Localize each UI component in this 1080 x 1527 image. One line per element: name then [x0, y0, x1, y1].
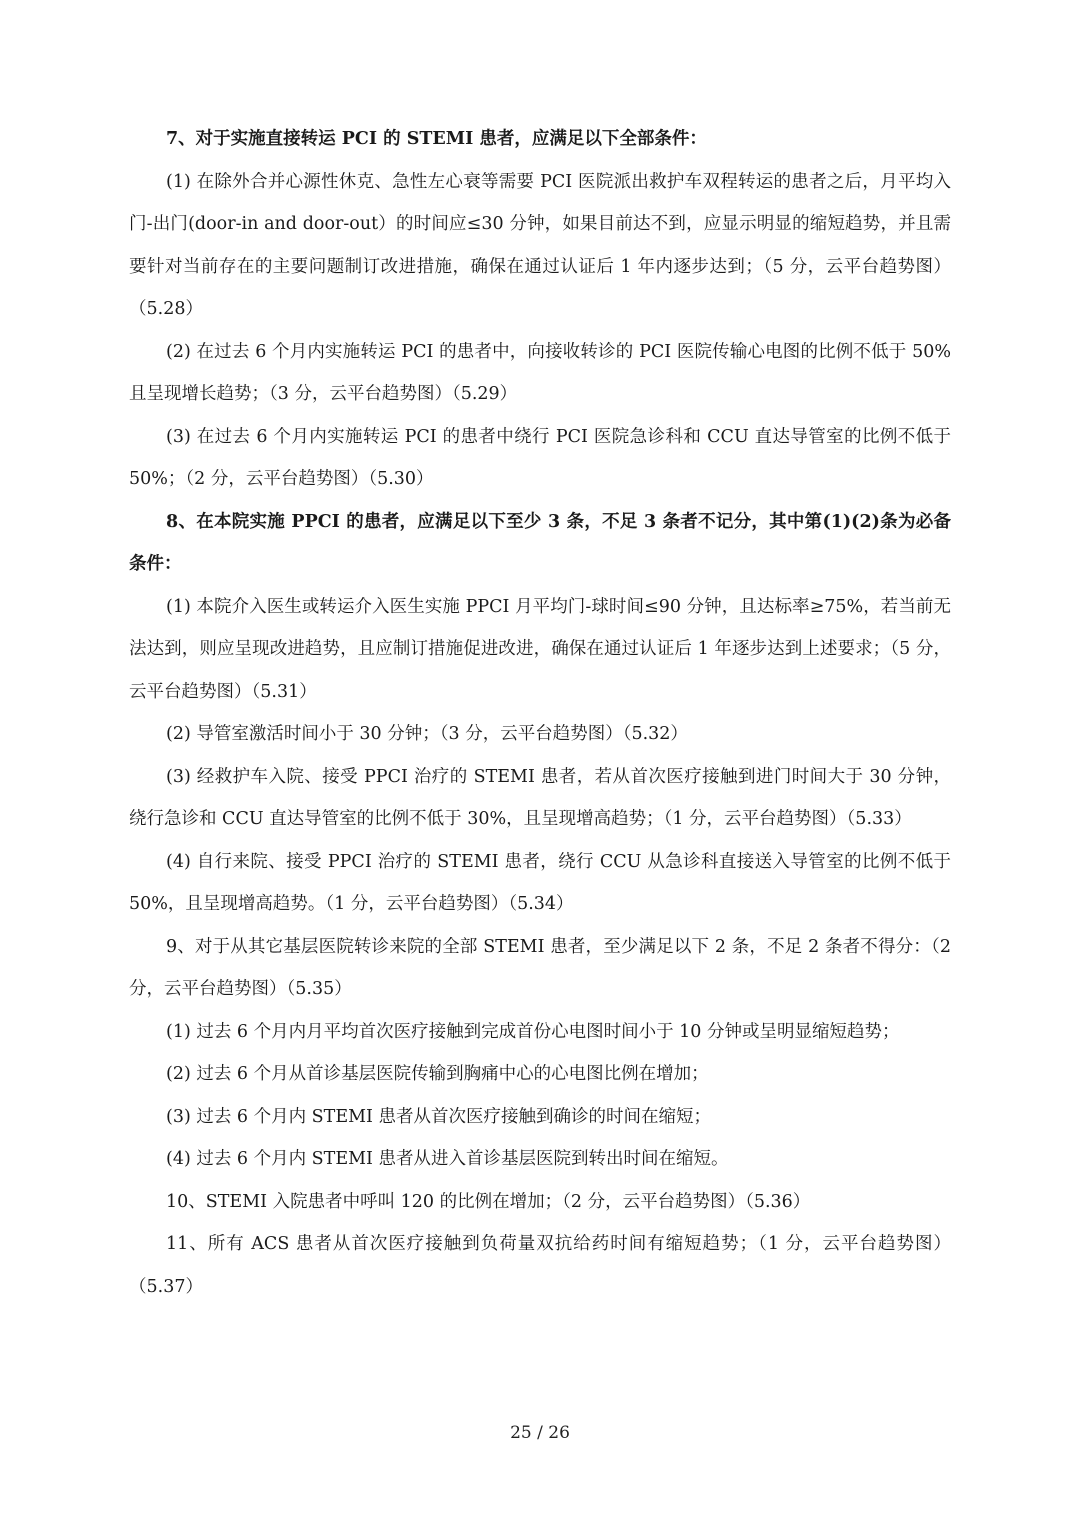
section-8-item-4: (4) 自行来院、接受 PPCI 治疗的 STEMI 患者，绕行 CCU 从急诊科直接送入导管室的比例不低于 50%，且呈现增高趋势。（1 分，云平台趋势图）（5.34） [129, 851, 951, 914]
page-number: 25 / 26 [510, 1423, 570, 1443]
section-8-item-2: (2) 导管室激活时间小于 30 分钟；（3 分，云平台趋势图）（5.32） [166, 724, 688, 744]
section-8-item-1: (1) 本院介入医生或转运介入医生实施 PPCI 月平均门-球时间≤90 分钟，且达标率≥75%，若当前无法达到，则应呈现改进趋势，且应制订措施促进改进，确保在通过认证后 1 年逐步达到上述要求；（5 分，云平台趋势图）（5.31） [129, 596, 951, 702]
section-7-item-2: (2) 在过去 6 个月内实施转运 PCI 的患者中，向接收转诊的 PCI 医院传输心电图的比例不低于 50%且呈现增长趋势；（3 分，云平台趋势图）（5.29） [129, 341, 951, 404]
section-9-item-3: (3) 过去 6 个月内 STEMI 患者从首次医疗接触到确诊的时间在缩短； [166, 1106, 712, 1127]
section-10-heading: 10、STEMI 入院患者中呼叫 120 的比例在增加；（2 分，云平台趋势图）（5.36） [166, 1191, 811, 1212]
section-7-item-3: (3) 在过去 6 个月内实施转运 PCI 的患者中绕行 PCI 医院急诊科和 CCU 直达导管室的比例不低于 50%；（2 分，云平台趋势图）（5.30） [129, 426, 951, 489]
section-9-item-1: (1) 过去 6 个月内月平均首次医疗接触到完成首份心电图时间小于 10 分钟或呈明显缩短趋势； [166, 1021, 900, 1042]
section-9-item-4: (4) 过去 6 个月内 STEMI 患者从进入首诊基层医院到转出时间在缩短。 [166, 1149, 729, 1169]
section-11-heading: 11、所有 ACS 患者从首次医疗接触到负荷量双抗给药时间有缩短趋势；（1 分，云平台趋势图）（5.37） [129, 1234, 951, 1297]
section-7-heading: 7、对于实施直接转运 PCI 的 STEMI 患者，应满足以下全部条件： [166, 129, 707, 149]
document-body [129, 118, 951, 1308]
section-9-heading: 9、对于从其它基层医院转诊来院的全部 STEMI 患者，至少满足以下 2 条，不足 2 条者不得分：（2 分，云平台趋势图）（5.35） [129, 936, 951, 999]
section-8-item-3: (3) 经救护车入院、接受 PPCI 治疗的 STEMI 患者，若从首次医疗接触到进门时间大于 30 分钟，绕行急诊和 CCU 直达导管室的比例不低于 30%，且呈现增高趋势；（1 分，云平台趋势图）（5.33） [129, 766, 951, 829]
section-8-heading: 8、在本院实施 PPCI 的患者，应满足以下至少 3 条，不足 3 条者不记分，其中第(1)(2)条为必备条件： [129, 511, 951, 574]
section-9-item-2: (2) 过去 6 个月从首诊基层医院传输到胸痛中心的心电图比例在增加； [166, 1064, 709, 1084]
section-7-item-1: (1) 在除外合并心源性休克、急性左心衰等需要 PCI 医院派出救护车双程转运的患者之后，月平均入门-出门(door-in and door-out）的时间应≤30 分钟，如果目前达不到，应显示明显的缩短趋势，并且需要针对当前存在的主要问题制订改进措施，确保在通过认证后 1 年内逐步达到；（5 分，云平台趋势图）（5.28） [129, 171, 951, 319]
